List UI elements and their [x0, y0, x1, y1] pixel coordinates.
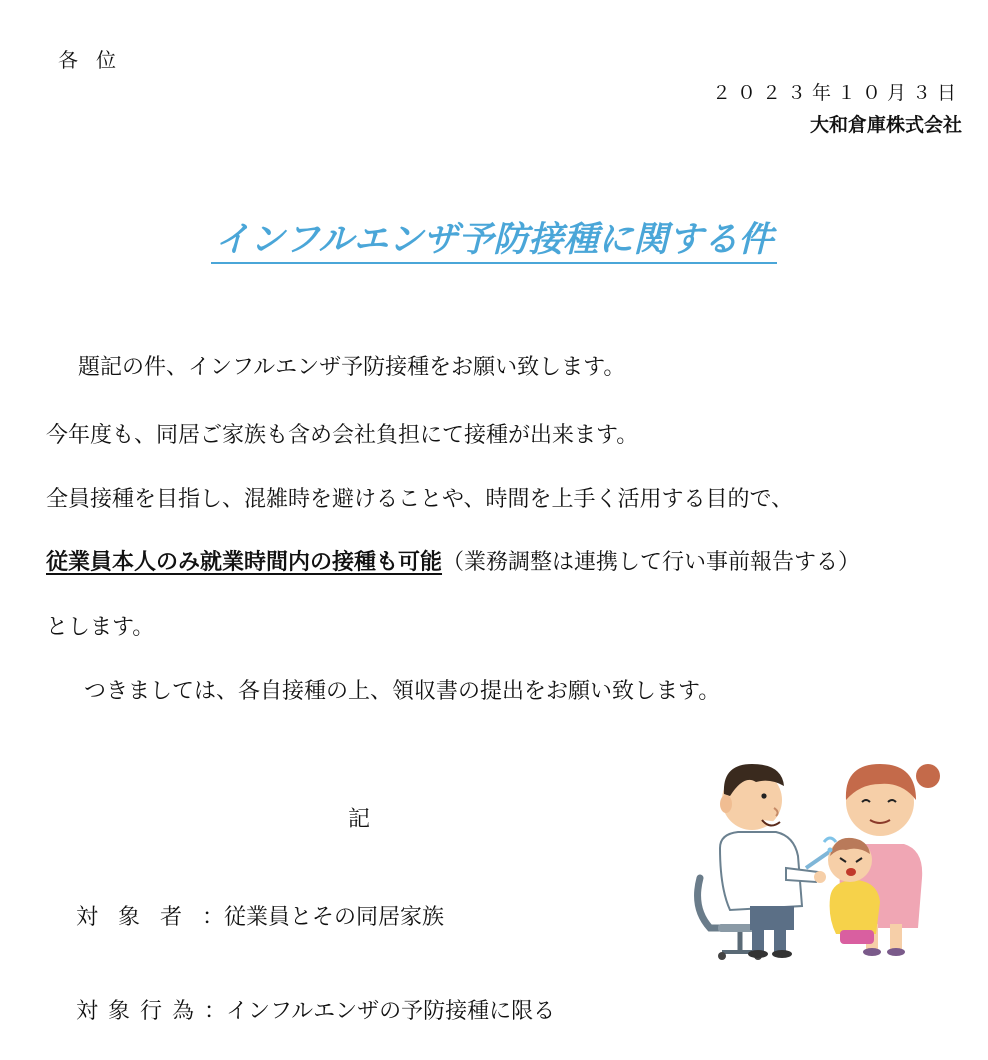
doctor-vaccinating-child-illustration — [690, 738, 952, 970]
body-line-6: つきましては、各自接種の上、領収書の提出をお願い致します。 — [84, 679, 721, 704]
document-date: ２０２３年１０月３日 — [711, 82, 962, 104]
ki-heading: 記 — [348, 807, 371, 832]
body-line-1: 題記の件、インフルエンザ予防接種をお願い致します。 — [78, 355, 626, 380]
detail-row-action — [76, 994, 555, 1025]
body-line-2: 今年度も、同居ご家族も含め会社負担にて接種が出来ます。 — [46, 423, 639, 448]
body-line-4-emphasis: 従業員本人のみ就業時間内の接種も可能 — [46, 550, 443, 575]
detail-value-action: ：インフルエンザの予防接種に限る — [204, 999, 556, 1024]
document-title-text: インフルエンザ予防接種に関する件 — [211, 220, 778, 264]
detail-label-action: 対象行為 — [76, 999, 205, 1024]
detail-value-target: ：従業員とその同居家族 — [202, 905, 445, 930]
body-line-4 — [46, 545, 860, 576]
addressee: 各位 — [58, 48, 134, 72]
document-title — [0, 212, 988, 262]
detail-row-target — [76, 900, 444, 931]
body-line-4-rest: （業務調整は連携して行い事前報告する） — [442, 550, 861, 575]
body-line-5: とします。 — [46, 615, 155, 640]
detail-label-target: 対象者 — [76, 905, 203, 930]
body-line-3: 全員接種を目指し、混雑時を避けることや、時間を上手く活用する目的で、 — [46, 487, 794, 512]
company-name: 大和倉庫株式会社 — [809, 114, 962, 136]
